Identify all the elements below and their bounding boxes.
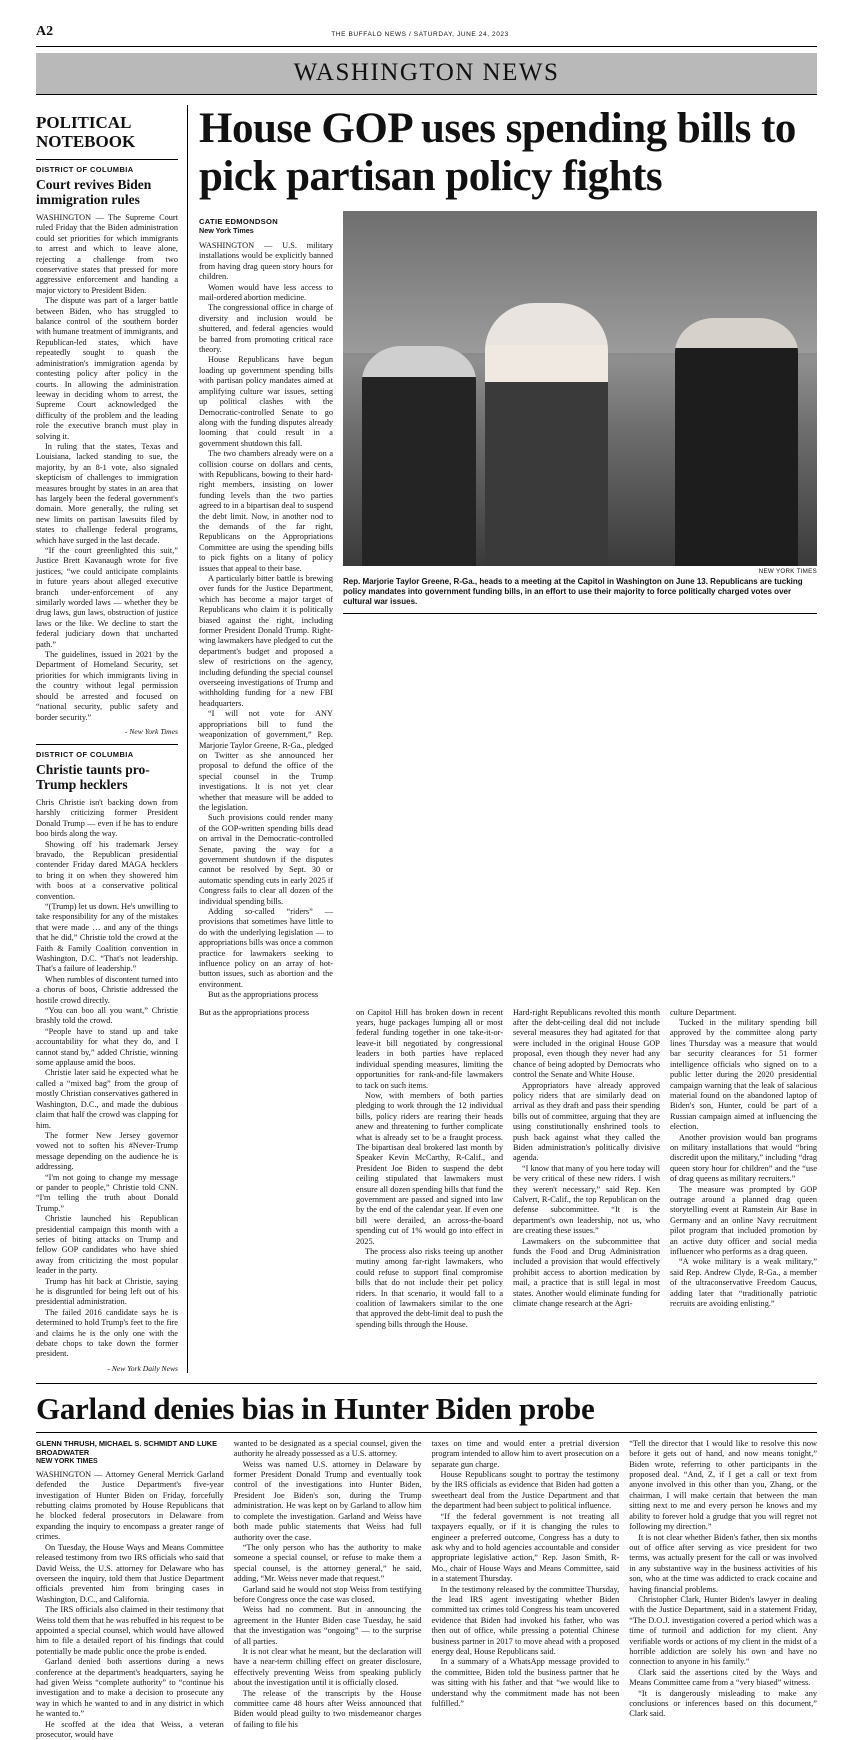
- paragraph: It is not clear what he meant, but the declaration will have a near-term chilling effect on greater disclosure, effectively preventing Weiss from speaking publicly about the investigation until it is officially closed.: [233, 1646, 422, 1688]
- news-photo: [343, 211, 817, 566]
- paragraph: WASHINGTON — Attorney General Merrick Garland defended the Justice Department's five-year investigation of Hunter Biden on Friday, forcefully rebutting claims promoted by House Republicans that he blocked federal prosecutors in Delaware from expanding the inquiry to encompass a greater range of crimes.: [36, 1469, 224, 1542]
- paragraph: “Tell the director that I would like to resolve this now before it gets out of hand, and now means tonight,” Biden wrote, referring to other participants in the proposed deal. “And, Z, if I get a call or text from anyone involved in this other than you, Zhang, or the chairman, I will make certain that between the man sitting next to me and every person he knows and my ability to forever hold a grudge that you will regret not following my direction.”: [629, 1438, 817, 1532]
- rail-item-1: [36, 165, 178, 736]
- rail-item-1-headline: Court revives Biden immigration rules: [36, 177, 152, 207]
- paragraph: “The only person who has the authority to make someone a special counsel, or refuse to make them a special counsel, is the attorney general,” he said, adding, “Mr. Weiss never made that request.”: [233, 1542, 422, 1584]
- paragraph: It is not clear whether Biden's father, then six months out of office after serving as vice president for two terms, was actually present for the call or was involved in any substantive way in the business activities of his son, who at the time was addicted to crack cocaine and having financial problems.: [629, 1532, 817, 1594]
- rail-item-2: [36, 750, 178, 1373]
- paragraph: Appropriators have already approved policy riders that are similarly dead on arrival as they draft and pass their spending bills out of committee, arguing that they are using constitutionally enshrined tools to push back against what they called the Biden administration's politically divisive agenda.: [513, 1080, 660, 1163]
- paragraph: Weiss had no comment. But in announcing the agreement in the Hunter Biden case Tuesday, he said that the investigation was “ongoing” — to the surprise of all parties.: [233, 1605, 422, 1646]
- paragraph: The measure was prompted by GOP outrage around a planned drag queen storytelling event at Ramstein Air Base in Germany and an online Navy recruitment pilot program that included promotion by an active duty officer and social media influencer who performs as a drag queen.: [670, 1184, 817, 1256]
- rail-item-1-kicker: DISTRICT OF COLUMBIA: [36, 165, 134, 174]
- story2-col2: [234, 1439, 422, 1740]
- photo-credit: NEW YORK TIMES: [758, 568, 817, 575]
- paragraph: In a summary of a WhatsApp message provided to the committee, Biden told the business partner that he was sitting with his father and that “we would like to understand why the commitment made has not been fulfilled.”: [431, 1657, 620, 1708]
- photo-person-center: [485, 303, 608, 566]
- paragraph: The process also risks teeing up another mutiny among far-right lawmakers, who could refuse to support final compromise bills that do not include their pet policy riders. In that scenario, it would fall to a coalition of lawmakers similar to the one that approved the debt-limit deal to push the spending bills through the House.: [356, 1247, 503, 1329]
- rail-item-2-credit: - New York Daily News: [107, 1363, 178, 1373]
- page-content: [0, 105, 853, 1373]
- paragraph: The release of the transcripts by the House committee came 48 hours after Weiss announced that Biden would plead guilty to two misdemeanor charges of failing to file his: [233, 1688, 422, 1729]
- paragraph: In the testimony released by the committee Thursday, the lead IRS agent investigating whether Biden committed tax crimes told Congress his team uncovered evidence that Biden had invoked his father, who was then out of office, while pressing a potential Chinese business partner in 2017 to move ahead with a proposed energy deal, House Republicans said.: [431, 1584, 620, 1656]
- paragraph: “People have to stand up and take accountability for what they do, and I cannot stand by,” added Christie, winning some applause amid the boos.: [36, 1026, 178, 1068]
- story2-col3: [432, 1439, 620, 1740]
- story1-byline: CATIE EDMONDSON: [199, 217, 279, 226]
- paragraph: Adding so-called “riders” — provisions that sometimes have little to do with the underlying legislation — to appropriations bills was once a common practice for lawmakers seeking to influence policy on an array of hot-button issues, such as abortion and the environment.: [199, 907, 333, 989]
- main-column: [188, 105, 817, 1373]
- photo-person-left: [362, 346, 476, 566]
- paragraph: Women would have less access to mail-ordered abortion medicine.: [199, 282, 333, 303]
- paragraph: The failed 2016 candidate says he is determined to hold Trump's feet to the fire and claims he is the only one with the debate chops to take down the former president.: [36, 1307, 178, 1359]
- paragraph: On Tuesday, the House Ways and Means Committee released testimony from two IRS officials who said that David Weiss, the U.S. attorney for Delaware who has overseen the inquiry, told them that Justice Department officials prevented him from bringing cases in Washington, D.C., and California.: [36, 1542, 224, 1604]
- story2-byline-org: NEW YORK TIMES: [36, 1457, 98, 1465]
- story2-top-rule: [36, 1383, 817, 1384]
- paragraph: Now, with members of both parties pledging to work through the 12 individual bills, policy riders are rearing their heads anew and threatening to further complicate what is already set to be a fraught process. The bipartisan deal brokered last month by Speaker Kevin McCarthy, R-Calif., and President Joe Biden to suspend the debt ceiling stipulated that lawmakers must ensure all dozen spending bills that fund the government are passed and signed into law by the end of the calendar year. If even one bill were derailed, an across-the-board spending cut of 1% would go into effect in 2025.: [356, 1090, 503, 1246]
- rail-divider: [36, 159, 178, 160]
- rail-item-1-body: [36, 213, 178, 723]
- paragraph: Trump has hit back at Christie, saying he is disgruntled for being left out of his presidential administration.: [36, 1276, 178, 1307]
- section-banner-title: WASHINGTON NEWS: [293, 59, 560, 86]
- story2-byline-names: GLENN THRUSH, MICHAEL S. SCHMIDT AND LUKE BROADWATER: [36, 1438, 218, 1457]
- paragraph: Lawmakers on the subcommittee that funds the Food and Drug Administration included a provision that would effectively prohibit access to abortion medication by mail, a practice that is still legal in most states. Another would eliminate funding for climate change research at the Agri-: [513, 1236, 660, 1309]
- story2-headline: Garland denies bias in Hunter Biden probe: [36, 1390, 595, 1426]
- masthead: [0, 0, 853, 44]
- paragraph: Christie launched his Republican presidential campaign this month with a series of biting attacks on Trump and fellow GOP candidates who have shied away from criticizing the most popular leader in the party.: [36, 1214, 178, 1276]
- paragraph: taxes on time and would enter a pretrial diversion program intended to allow him to avert prosecution on a separate gun charge.: [431, 1438, 620, 1469]
- paragraph: The dispute was part of a larger battle between Biden, who has struggled to balance control of the southern border with humane treatment of immigrants, and Republican-led states, which have repeatedly sought to quash the administration's immigration agenda by contesting policy after policy in the courts. In allowing the administration leeway in deciding whom to arrest, the Supreme Court acknowledged the difficulty of the problem and the leading role the executive branch must play in solving it.: [36, 296, 178, 441]
- paragraph: “You can boo all you want,” Christie brashly told the crowd.: [36, 1006, 178, 1026]
- paragraph: House Republicans sought to portray the testimony by the IRS officials as evidence that Biden had gotten a sweetheart deal from the Justice Department and that the department had been subject to political influence.: [431, 1470, 620, 1511]
- paragraph: Chris Christie isn't backing down from harshly criticizing former President Donald Trump — even if he has to endure boo birds along the way.: [36, 797, 178, 839]
- story1-photo-block: [343, 211, 817, 1001]
- paragraph: Weiss was named U.S. attorney in Delaware by former President Donald Trump and eventually took control of the investigations into Hunter Biden, President Joe Biden's son, during the Trump administration. He was kept on by Garland to allow him to complete the investigation. Garland and Weiss have both made public statements that Weiss had full authority over the case.: [233, 1459, 422, 1542]
- story2-col4: [629, 1439, 817, 1740]
- rail-item-1-credit: - New York Times: [124, 726, 178, 736]
- paragraph: Showing off his trademark Jersey bravado, the Republican presidential contender Friday dared MAGA hecklers to bring it on when they showered him with boos at a conservative political convention.: [36, 839, 178, 901]
- paragraph: Another provision would ban programs on military installations that would “bring discredit upon the military,” including “drag queen story hour for children” and the “use of drag queens as military recruiters.”: [670, 1132, 817, 1184]
- paragraph: House Republicans have begun loading up government spending bills with partisan policy mandates aimed at amplifying culture war issues, setting up political clashes with the Democratic-controlled Senate to go along with the funding disputes already looming that could result in a government shutdown this fall.: [199, 355, 333, 448]
- story2-rule: [36, 1432, 817, 1433]
- paragraph: on Capitol Hill has broken down in recent years, huge packages lumping all or most federal funding together in one take-it-or-leave-it bill negotiated by congressional leaders in both parties have replaced individual spending measures, limiting the opportunities for rank-and-file lawmakers to tack on such items.: [356, 1007, 503, 1090]
- paragraph: “I know that many of you here today will be very critical of these new riders. I wish they weren't necessary,” said Rep. Ken Calvert, R-Calif., the top Republican on the defense subcommittee. “It is the department's own leadership, not us, who are creating these issues.”: [513, 1163, 660, 1236]
- paragraph: Such provisions could render many of the GOP-written spending bills dead on arrival in the Democratic-controlled Senate, paving the way for a government shutdown if the disputes cannot be resolved by Sept. 30 or automatic spending cuts in early 2025 if Congress fails to clear all dozen of the individual spending bills.: [199, 813, 333, 906]
- paragraph: Christie later said he expected what he called a “mixed bag” from the group of mostly Christian conservatives gathered in Washington, D.C., and made the dubious claim that half the crowd was clapping for him.: [36, 1068, 178, 1130]
- political-notebook-rail: [36, 105, 188, 1373]
- folio: A2: [36, 24, 54, 39]
- rail-heading: POLITICAL NOTEBOOK: [36, 113, 136, 151]
- paragraph: “I'm not going to change my message or pander to people,” Christie told CNN. “I'm telling the truth about Donald Trump.”: [36, 1172, 178, 1213]
- paragraph: Hard-right Republicans revolted this month after the debt-ceiling deal did not include several measures they had agitated for that were included in the original House GOP proposal, even though they never had any chance of being adopted by Democrats who control the Senate and White House.: [513, 1007, 660, 1080]
- paragraph: When rumbles of discontent turned into a chorus of boos, Christie addressed the hostile crowd directly.: [36, 974, 178, 1005]
- paragraph: “If the federal government is not treating all taxpayers equally, or if it is changing the rules to engineer a preferred outcome, Congress has a duty to ask why and to hold agencies accountable and consider appropriate legislative action,” Rep. Jason Smith, R-Mo., chair of House Ways and Means Committee, said in a statement Thursday.: [431, 1511, 620, 1584]
- section-banner: [36, 53, 817, 94]
- story1-byline-block: [199, 217, 333, 235]
- story1-byline-org: New York Times: [199, 226, 254, 235]
- story1-lower-columns: [199, 1008, 817, 1331]
- paragraph: “A woke military is a weak military,” said Rep. Andrew Clyde, R-Ga., a member of the ultraconservative Freedom Caucus, adding later that “traditionally patriotic recruits are avoiding enlisting.”: [670, 1257, 817, 1309]
- paragraph: The guidelines, issued in 2021 by the Department of Homeland Security, set priorities for which immigrants living in the country without legal permission should be arrested and focused on “national security, public safety and border security.”: [36, 650, 178, 722]
- rail-item-2-headline: Christie taunts pro-Trump hecklers: [36, 761, 150, 792]
- story1-col1: [199, 211, 333, 1001]
- banner-rule: [36, 94, 817, 95]
- photo-person-right: [675, 318, 798, 567]
- paragraph: The two chambers already were on a collision course on dollars and cents, with Republicans, bowing to their hard-right members, insisting on lower funding levels than the two parties agreed to in a bipartisan deal to suspend the debt limit. Now, in another nod to the demands of the far right, Republicans on the Appropriations Committee are using the spending bills to pick fights on a litany of policy issues that appeal to their base.: [199, 449, 333, 573]
- rail-item-2-kicker: DISTRICT OF COLUMBIA: [36, 749, 134, 759]
- paragraph: “It is dangerously misleading to make any conclusions or inferences based on this document,” Clark said.: [629, 1688, 817, 1719]
- paragraph: Tucked in the military spending bill approved by the committee along party lines Thursday was a measure that would bar security clearances for 51 former intelligence officials who signed on to a public letter during the 2020 presidential campaign warning that the leak of salacious material found on the abandoned laptop of Biden's son, Hunter, could be part of a Russian campaign aimed at influencing the election.: [670, 1018, 817, 1132]
- paragraph: wanted to be designated as a special counsel, given the authority he already possessed as a U.S. attorney.: [233, 1438, 422, 1459]
- paragraph: WASHINGTON — U.S. military installations would be explicitly banned from having drag queen story hours for children.: [199, 241, 333, 282]
- story1-lower-col4: [670, 1008, 817, 1331]
- photo-caption: Rep. Marjorie Taylor Greene, R-Ga., heads to a meeting at the Capitol in Washington on June 13. Republicans are tucking policy mandates into government funding bills, in an effort to use their majority to force politically charged votes over cultural war issues.: [343, 577, 817, 614]
- paragraph: A particularly bitter battle is brewing over funds for the Justice Department, which has become a major target of Republicans who claim it is politically biased against the right, including former President Donald Trump. Right-wing lawmakers have pledged to cut the department's budget and proposed a slew of restrictions on the agency, including defunding the special counsel overseeing investigations of Trump and withholding funding for a new FBI headquarters.: [199, 574, 333, 708]
- story1-headline: House GOP uses spending bills to pick partisan policy fights: [199, 105, 796, 200]
- story1-col1-body: [199, 241, 333, 1001]
- story1-lower-col2: [356, 1008, 503, 1331]
- paragraph: Clark said the assertions cited by the Ways and Means Committee came from a “very biased” witness.: [629, 1667, 817, 1688]
- dateline-slug: THE BUFFALO NEWS / SATURDAY, JUNE 24, 2023: [331, 31, 509, 38]
- paragraph: Christopher Clark, Hunter Biden's lawyer in dealing with the Justice Department, said in a statement Friday, “The D.O.J. investigation covered a period which was a time of turmoil and addiction for my client. Any verifiable words or actions of my client in the midst of a horrible addiction are solely his own and have no connection to anyone in his family.”: [629, 1594, 817, 1667]
- story2: [0, 1392, 853, 1740]
- paragraph: The former New Jersey governor vowed not to soften his #Never-Trump message depending on the audience he is addressing.: [36, 1130, 178, 1172]
- paragraph: The congressional office in charge of diversity and inclusion would be shuttered, and federal agencies would be barred from promoting critical race theory.: [199, 303, 333, 355]
- rail-item-2-body: [36, 798, 178, 1360]
- paragraph: He scoffed at the idea that Weiss, a veteran prosecutor, would have: [36, 1719, 224, 1739]
- paragraph: But as the appropriations process: [208, 990, 319, 1000]
- paragraph: The IRS officials also claimed in their testimony that Weiss told them that he was rebuffed in his request to be appointed a special counsel, which would have allowed him to file a detailed report of his findings that could potentially be made public once the probe is ended.: [36, 1605, 224, 1656]
- paragraph: “If the court greenlighted this suit,” Justice Brett Kavanaugh wrote for five justices, “we could anticipate complaints in future years about alleged executive branch under-enforcement of any similarly worded laws — whether they be drug laws, gun laws, obstruction of justice laws or the like. We decline to start the federal judiciary down that uncharted path.”: [36, 546, 178, 649]
- paragraph: “I will not vote for ANY appropriations bill to fund the weaponization of government,” Rep. Marjorie Taylor Greene, R-Ga., pledged on Twitter as she announced her proposal to defund the office of the special counsel in the Trump investigations. It is not yet clear whether that measure will be added to the legislation.: [199, 709, 333, 812]
- story2-col1: [36, 1439, 224, 1740]
- paragraph: WASHINGTON — The Supreme Court ruled Friday that the Biden administration could set priorities for which immigrants to arrest and which to leave alone, rejecting a challenge from two conservative states that pressed for more aggressive enforcement and handing a major victory to President Biden.: [36, 213, 178, 295]
- rail-divider-2: [36, 744, 178, 745]
- paragraph: “(Trump) let us down. He's unwilling to take responsibility for any of the mistakes that were made … and any of the things that he did,” Christie told the crowd at the Faith & Family Coalition convention in Washington, D.C. “That's not leadership. That's a failure of leadership.”: [36, 901, 178, 974]
- paragraph: Garland said he would not stop Weiss from testifying before Congress once the case was closed.: [233, 1584, 422, 1604]
- story1-top: [199, 211, 817, 1001]
- paragraph: In ruling that the states, Texas and Louisiana, lacked standing to sue, the majority, by an 8-1 vote, also signaled skepticism of challenges to immigration measures brought by states in an area that has largely been the federal government's domain. More generally, the ruling set new limits on partisan lawsuits filed by states to challenge federal programs, which have surged in the last decade.: [36, 441, 178, 545]
- story1-lower-col1: [199, 1008, 346, 1331]
- masthead-rule: [36, 46, 817, 47]
- story2-columns: [36, 1439, 817, 1740]
- story2-byline: [36, 1439, 224, 1466]
- paragraph: culture Department.: [670, 1007, 737, 1017]
- story1-lower-col3: [513, 1008, 660, 1331]
- paragraph: But as the appropriations process: [199, 1007, 310, 1017]
- paragraph: Garland denied both assertions during a news conference at the department's headquarters, saying he had given Weiss “complete authority” to “continue his investigation and to make a decision to prosecute any way in which he wanted to and in any district in which he wanted to.”: [36, 1657, 224, 1719]
